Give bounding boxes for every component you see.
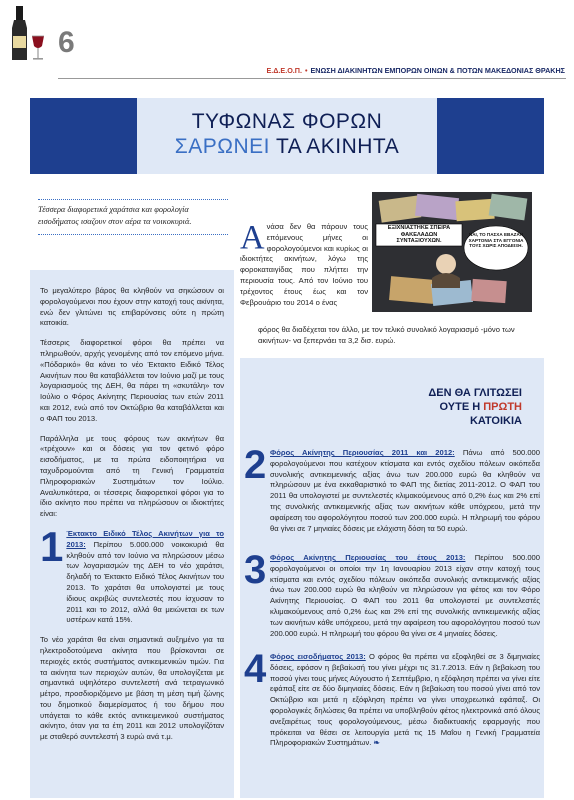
intro-paragraph: νάσα δεν θα πάρουν τους επόμενους μήνες οι φορολογούμενοι και κυρίως οι ιδιοκτήτες ακινήτων, λόγω της φοροκαταιγίδας που πλήττει την περιουσία τους. Από τον Ιούνιο του τρέχοντος έτους έως και τον Φεβρουάριο του 2014 ο ένας [240,222,368,307]
intro-column [240,219,368,308]
publication-header [255,66,565,75]
item-number-2: 2 [244,443,267,487]
subheading-line-1: ΔΕΝ ΘΑ ΓΛΙΤΩΣΕΙ [428,387,522,399]
subheading-line-3: ΚΑΤΟΙΚΙΑ [469,415,522,427]
lead-block [38,199,228,235]
title-line-1: ΤΥΦΩΝΑΣ ΦΟΡΩΝ [191,110,383,133]
subheading-word: ΟΥΤΕ Η [439,401,481,413]
item-1-body: Περίπου 5.000.000 νοικοκυριά θα κληθούν από τον Ιούνιο να πληρώσουν μέσω των λογαριασμών της ΔΕΗ το νέο χαράτσι, δηλαδή το Έκτακτο Ειδικό Τέλος Ακινήτων του 2013. Το χαράτσι θα υπολογιστεί με τους ίδιους ακριβώς συντελεστές που ίσχυσαν το 2011 και το 2012, αλλά θα μειώνεται εκ των υστέρων κατά 15%. [66,539,224,625]
item-2-body: Πάνω από 500.000 φορολογούμενοι που κατέχουν κτίσματα και εντός σχεδίου πόλεων οικόπεδα συνολικής αντικειμενικής αξίας άνω των 200.000 ευρώ θα κληθούν να πληρώσουν με ένα εκκαθαριστικό το ΦΑΠ της διετίας 2011-2012. Ο ΦΑΠ του 2011 θα υπολογιστεί με συντελεστές κλιμακούμενους από 0,2% έως και 2% επί της συνολικής αντικειμενικής αξίας των ακινήτων κάθε υπόχρεου, μετά την αφαίρεση του αφορολόγητου ποσού των 200.000 ευρώ. Η πληρωμή του φόρου θα γίνει σε 7 μηνιαίες δόσεις με ελάχιστη δόση τα 50 ευρώ. [270,448,541,533]
item-1-title: Έκτακτο Ειδικό Τέλος Ακινήτων για το 2013: [66,528,224,549]
header-separator: • [304,66,308,75]
numbered-item-2 [244,443,541,534]
numbered-item-1 [40,522,224,626]
cartoon-caption: ΕΞΙΧΝΙΑΣΤΗΚΕ ΣΠΕΙΡΑ ΦΑΚΕΛΑΔΩΝ ΣΥΝΤΑΞΙΟΥΧΩΝ. [387,225,451,245]
org-acronym: Ε.Δ.Ε.Ο.Π. [266,66,302,75]
item-3-text [270,553,540,639]
item-1-text [66,529,224,626]
item-3-title: Φόρος Ακίνητης Περιουσίας του έτους 2013: [270,553,466,562]
lead-text: Τέσσερα διαφορετικά χαράτσια και φορολογία εισοδήματος ισαζουν στον αέρα τα νοικοκυριά. [38,205,192,226]
item-number-3: 3 [244,548,267,592]
item-2-text [270,448,540,534]
left-paragraph-1: Το μεγαλύτερο βάρος θα κληθούν να σηκώσουν οι φορολογούμενοι που έχουν στην κατοχή τους ακίνητα, ενώ δεν γλιτώνει τις επιβαρύνσεις ούτε η πρώτη κατοικία. [40,286,224,328]
left-paragraph-4: Το νέο χαράτσι θα είναι σημαντικά αυξημένο για τα ηλεκτροδοτούμενα ακίνητα που βρίσκονται σε περιοχές εκτός συστήματος αντικειμενικών τιμών. Για τα ακίνητα των περιοχών αυτών, θα υπολογίζεται με σημαντικά υψηλότερο συντελεστή ανά τετραγωνικό μέτρο, προσδιοριζόμενο με βάση τη μέση τιμή ζώνης του δημοτικού διαμερίσματος ή του δήμου που υπάγεται το κάθε εκτός αντικειμενικού συστήματος ακίνητο, όταν για τα έτη 2011 και 2012 υπολογίζόταν με σταθερό συντελεστή 3 ευρώ ανά τ.μ. [40,635,224,742]
subheading-highlight: ΠΡΩΤΗ [483,401,522,413]
title-box [137,98,437,174]
title-banner [30,98,544,174]
page-number: 6 [58,26,75,59]
numbered-item-4 [244,647,540,749]
title-word-dark: ΤΑ ΑΚΙΝΗΤΑ [275,135,400,158]
left-column [30,270,234,798]
item-2-title: Φόρος Ακίνητης Περιουσίας 2011 και 2012: [270,448,455,457]
title-word-blue: ΣΑΡΩΝΕΙ [174,135,270,158]
intro-continuation: φόρος θα διαδέχεται τον άλλο, με τον τελικό συνολικό λογαριασμό -μόνο των ακινήτων- να ξεπερνάει τα 3,2 δισ. ευρώ. [258,325,515,345]
item-4-body: Ο φόρος θα πρέπει να εξοφληθεί σε 3 διμηνιαίες δόσεις, εφόσον η βεβαίωσή του γίνει μέχρι τις 31.7.2013. Εάν η βεβαίωση του ποσού γίνει τους μήνες Αύγουστο ή Σεπτέμβριο, η εξόφληση πρέπει να γίνει είτε εφάπαξ είτε σε δύο διμηνιαίες δόσεις. Εάν η βεβαίωση του ποσού γίνει από τον Οκτώβριο και μετά η εξόφληση πρέπει να γίνει υποχρεωτικά εφάπαξ. Οι φορολογικές δηλώσεις θα πρέπει να υποβληθούν φέτος ηλεκτρονικά από όλους ανεξαιρέτως τους φορολογούμενους, μέσω διαδικτυακής εφαρμογής που πρόκειται να θέσει σε λειτουργία μετά τις 15 Μαΐου η Γενική Γραμματεία Πληροφοριακών Συστημάτων. [270,652,540,748]
left-paragraph-2: Τέσσερις διαφορετικοί φόροι θα πρέπει να πληρωθούν, αρχής γενομένης από τον επόμενο μήνα. «Πόδαρικό» θα κάνει το νέο Έκτακτο Ειδικό Τέλος Ακινήτων που θα καταβάλλεται τον Ιούνιο μαζί με τους λογαριασμούς της ΔΕΗ, θα πάρει τη «σκυτάλη» τον Ιούλιο ο Φόρος Ακίνητης Περιουσίας των ετών 2011 και 2012, ενώ από τον Οκτώβριο θα καταβάλλεται και ο ΦΑΠ του 2013. [40,338,224,423]
org-full-name: ΕΝΩΣΗ ΔΙΑΚΙΝΗΤΩΝ ΕΜΠΟΡΩΝ ΟΙΝΩΝ & ΠΟΤΩΝ ΜΑΚΕΔΟΝΙΑΣ ΘΡΑΚΗΣ [310,66,565,75]
intro-text [240,219,540,308]
item-4-title: Φόρος εισοδήματος 2013: [270,652,366,661]
item-4-text [270,652,540,749]
wine-bottle-glass-icon [8,6,46,62]
cartoon-bubble-text: ΝΑΙ, ΤΟ ΠΑΣΧΑ ΕΒΑΖΑΝ ΧΑΡΤΟΝΙΑ ΣΤΑ ΕΓΓΟΝΙΑ ΤΟΥΣ ΧΩΡΙΣ ΑΠΟΔΕΙΞΗ. [468,232,524,249]
subheading-line-2 [300,400,522,414]
item-number-1: 1 [40,522,64,570]
subheading [300,386,522,428]
item-number-4: 4 [244,647,267,691]
header-rule [58,78,566,79]
left-paragraph-3: Παράλληλα με τους φόρους των ακινήτων θα «τρέχουν» και οι δόσεις για τον φετινό φόρο εισοδήματος, με τα πρώτα ειδοποιητήρια να ταχυδρομούνται από τη Γενική Γραμματεία Πληροφοριακών Συστημάτων τον Ιούλιο. Αναλυτικότερα, οι τέσσερις διαφορετικοί φόροι για το ίδιο ακίνητο που πρέπει να πληρώσουν οι ιδιοκτήτες είναι: [40,433,224,519]
item-3-body: Περίπου 500.000 φορολογούμενοι οι οποίοι την 1η Ιανουαρίου 2013 είχαν στην κατοχή τους κτίσματα και εντός σχεδίου πόλεων οικόπεδα συνολικής αντικειμενικής αξίας άνω των 200.000 ευρώ θα κληθούν να πληρώσουν για φέτος και τον Φόρο Ακίνητης Περιουσίας. Ο ΦΑΠ του 2011 θα υπολογιστεί με συντελεστές κλιμακούμενους από 0,2% έως και 2% επί της συνολικής αντικειμενικής αξίας των ακινήτων κάθε υπόχρεου, μετά την αφαίρεση του αφορολόγητου ποσού των 200.000 ευρώ. Η πληρωμή του φόρου θα γίνει σε 4 μηνιαίες δόσεις. [270,553,540,638]
end-mark-icon: ❧ [371,738,380,748]
lead-rule-bottom [38,234,228,235]
title-line-2 [137,134,437,160]
drop-cap: Α [240,219,265,256]
numbered-item-3 [244,548,540,639]
